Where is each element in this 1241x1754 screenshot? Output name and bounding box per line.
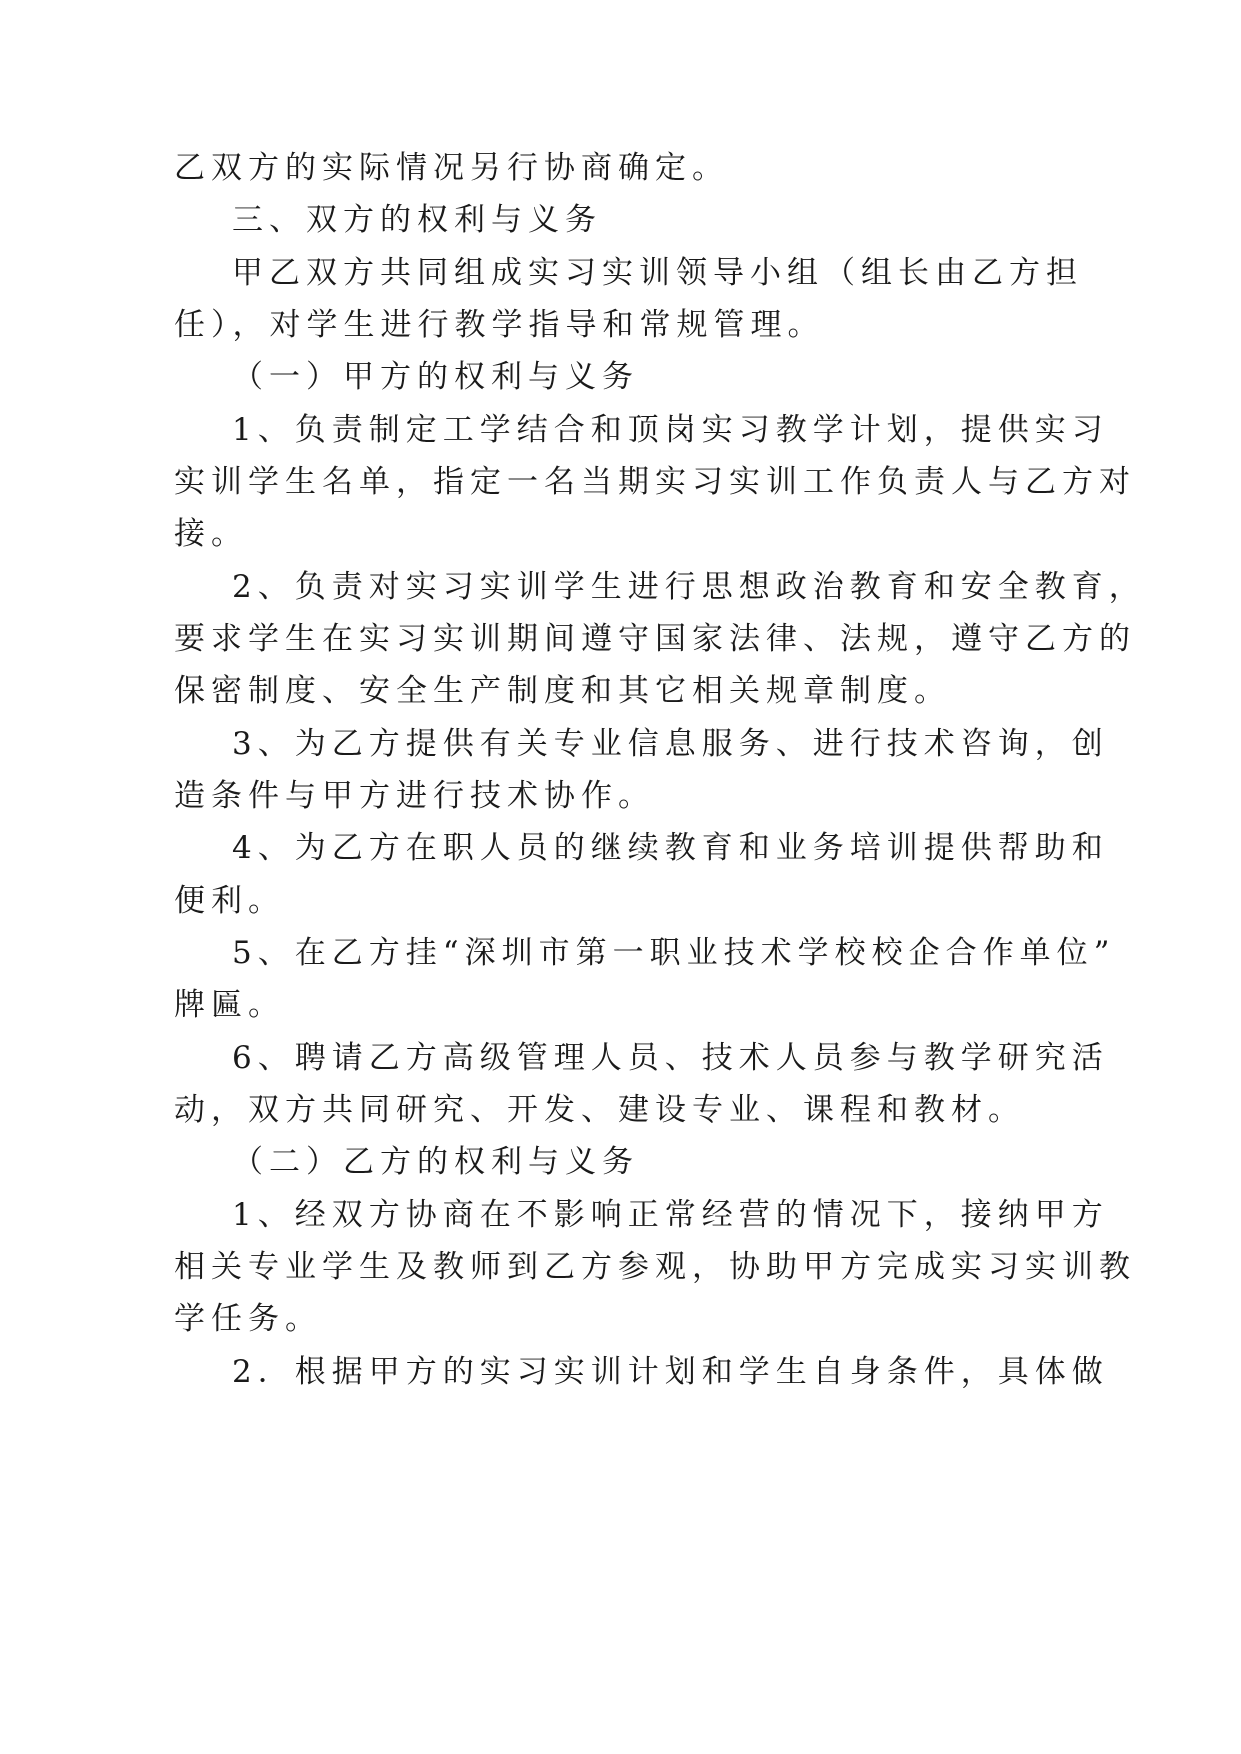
- list-item-line: 动，双方共同研究、开发、建设专业、课程和教材。: [174, 1092, 1025, 1128]
- paragraph-line: 任），对学生进行教学指导和常规管理。: [174, 307, 825, 343]
- list-item-line: 相关专业学生及教师到乙方参观，协助甲方完成实习实训教: [174, 1249, 1136, 1285]
- list-item-line: 学任务。: [174, 1301, 322, 1337]
- list-item-line: 1、经双方协商在不影响正常经营的情况下，接纳甲方: [232, 1197, 1109, 1233]
- list-item-line: 保密制度、安全生产制度和其它相关规章制度。: [174, 673, 951, 709]
- subsection-heading: （二）乙方的权利与义务: [232, 1144, 639, 1180]
- list-item-line: 4、为乙方在职人员的继续教育和业务培训提供帮助和: [232, 830, 1109, 866]
- list-item-line: 2、负责对实习实训学生进行思想政治教育和安全教育，: [232, 569, 1146, 605]
- list-item-line: 接。: [174, 516, 248, 552]
- paragraph-line: 乙双方的实际情况另行协商确定。: [174, 150, 729, 186]
- paragraph-line: 甲乙双方共同组成实习实训领导小组（组长由乙方担: [232, 255, 1083, 291]
- subsection-heading: （一）甲方的权利与义务: [232, 359, 639, 395]
- list-item-line: 要求学生在实习实训期间遵守国家法律、法规，遵守乙方的: [174, 621, 1136, 657]
- list-item-line: 2．根据甲方的实习实训计划和学生自身条件，具体做: [232, 1354, 1109, 1390]
- list-item-line: 1、负责制定工学结合和顶岗实习教学计划，提供实习: [232, 412, 1109, 448]
- list-item-line: 牌匾。: [174, 987, 285, 1023]
- list-item-line: 3、为乙方提供有关专业信息服务、进行技术咨询，创: [232, 726, 1109, 762]
- list-item-line: 造条件与甲方进行技术协作。: [174, 778, 655, 814]
- section-heading: 三、双方的权利与义务: [232, 202, 602, 238]
- list-item-line: 6、聘请乙方高级管理人员、技术人员参与教学研究活: [232, 1040, 1109, 1076]
- list-item-line: 便利。: [174, 883, 285, 919]
- list-item-line: 实训学生名单，指定一名当期实习实训工作负责人与乙方对: [174, 464, 1136, 500]
- list-item-line: 5、在乙方挂“深圳市第一职业技术学校校企合作单位”: [232, 935, 1116, 971]
